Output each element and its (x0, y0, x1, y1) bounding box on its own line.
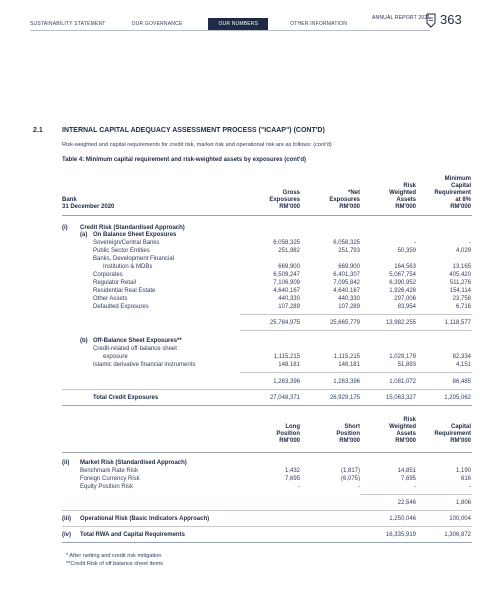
col-net-exposures: *Net Exposures RM'000 (329, 190, 360, 210)
row-label: Regulator Retail (93, 280, 137, 286)
cell-rwa: - (414, 240, 416, 246)
cell-net: 107,289 (338, 304, 360, 310)
cell-net: 6,058,325 (333, 240, 360, 246)
cell-short: (6,075) (340, 476, 360, 482)
total-rwa-title: Total RWA and Capital Requirements (80, 532, 185, 538)
col-risk-weighted-assets: Risk Weighted Assets RM'000 (389, 183, 416, 210)
row-label: Sovereign/Central Banks (93, 240, 160, 246)
cell-min-capital: 511,276 (449, 280, 471, 286)
on-balance-index: (a) (80, 232, 88, 238)
footnote-net: * After netting and credit risk mitigation (66, 553, 162, 559)
row-label: Other Assets (93, 296, 128, 302)
col-minimum-capital: Minimum Capital Requirement at 8% RM'000 (434, 176, 471, 210)
header-divider (30, 30, 430, 31)
table2-bottom-rule (62, 542, 472, 543)
cell-net: 1,115,215 (333, 354, 360, 360)
cell-rwa: 164,563 (394, 264, 416, 270)
subtotal-a-min-capital: 1,118,577 (444, 320, 471, 326)
cell-rwa: 1,926,428 (389, 288, 416, 294)
cell-min-capital: 23,758 (452, 296, 471, 302)
off-balance-index: (b) (80, 338, 88, 344)
row-header-bank: Bank (62, 197, 77, 203)
col-gross-exposures: Gross Exposures RM'000 (269, 190, 300, 210)
cell-gross: 440,330 (278, 296, 300, 302)
nav-sustainability-statement[interactable]: SUSTAINABILITY STATEMENT (30, 21, 106, 27)
cell-capital: 616 (460, 476, 471, 482)
cell-net: 4,640,167 (333, 288, 360, 294)
cell-rwa: 6,390,952 (389, 280, 416, 286)
row-label: Islamic derivative financial instruments (93, 362, 196, 368)
cell-min-capital: 13,165 (452, 264, 471, 270)
market-subtotal-capital: 1,806 (455, 500, 471, 506)
row-label-continued: Institution & MDBs (103, 264, 153, 270)
market-risk-title: Market Risk (Standardised Approach) (80, 460, 187, 466)
cell-min-capital: 4,029 (455, 248, 471, 254)
operational-capital: 100,004 (449, 516, 471, 522)
cell-rwa: 1,029,179 (389, 354, 416, 360)
cell-min-capital: 6,716 (455, 304, 471, 310)
total-rwa-index: (iv) (62, 532, 71, 538)
market-risk-index: (ii) (62, 460, 70, 466)
subtotal-a-rwa: 13,982,255 (385, 320, 416, 326)
footnote-off-balance: **Credit Risk of off balance sheet items (66, 561, 163, 567)
total-top-rule (62, 389, 472, 390)
cell-min-capital: - (469, 240, 471, 246)
cell-min-capital: 405,420 (449, 272, 471, 278)
operational-risk-title: Operational Risk (Basic Indicators Approach) (80, 516, 210, 522)
report-label: ANNUAL REPORT 2021 (372, 15, 431, 21)
total-credit-label: Total Credit Exposures (93, 395, 159, 401)
row-label: Public Sector Entities (93, 248, 150, 254)
total-capital-value: 1,306,872 (444, 532, 471, 538)
total-gross: 27,048,371 (269, 395, 300, 401)
row-label: Foreign Currency Risk (80, 476, 140, 482)
market-subtotal-rule (360, 494, 472, 495)
subtotal-b-net: 1,263,396 (333, 379, 360, 385)
cell-short: - (358, 484, 360, 490)
cell-long: 7,695 (284, 476, 300, 482)
cell-rwa: - (414, 484, 416, 490)
cell-rwa: 5,067,754 (389, 272, 416, 278)
market-bottom-rule (62, 510, 472, 511)
total-min-capital: 1,205,062 (444, 395, 471, 401)
row-label: Banks, Development Financial (93, 256, 175, 262)
row-label: Benchmark Rate Risk (80, 468, 139, 474)
cell-net: 440,330 (338, 296, 360, 302)
total-rwa: 15,063,327 (385, 395, 416, 401)
cell-rwa: 51,893 (397, 362, 416, 368)
table-title: Table 4: Minimum capital requirement and risk-weighted assets by exposures (cont'd) (62, 157, 307, 163)
cell-gross: 4,640,167 (273, 288, 300, 294)
table2-header-rule (62, 452, 472, 453)
top-bar (0, 0, 480, 32)
nav-other-information[interactable]: OTHER INFORMATION (290, 21, 348, 27)
cell-gross: 148,181 (278, 362, 300, 368)
cell-gross: 251,982 (278, 248, 300, 254)
nav-our-governance[interactable]: OUR GOVERNANCE (131, 21, 183, 27)
cell-gross: 6,058,325 (273, 240, 300, 246)
table1-header-rule (62, 215, 472, 216)
cell-long: 1,432 (284, 468, 300, 474)
cell-min-capital: 82,334 (452, 354, 471, 360)
row-label: Residential Real Estate (93, 288, 156, 294)
subtotal-b-min-capital: 86,485 (452, 379, 471, 385)
cell-rwa: 50,359 (397, 248, 416, 254)
col-long-position: Long Position RM'000 (276, 424, 300, 444)
cell-gross: 6,509,247 (273, 272, 300, 278)
nav-our-numbers[interactable]: OUR NUMBERS (208, 18, 268, 30)
operational-rwa: 1,250,046 (389, 516, 416, 522)
operational-risk-index: (iii) (62, 516, 71, 522)
cell-min-capital: 4,151 (455, 362, 471, 368)
total-net: 26,929,175 (329, 395, 360, 401)
cell-rwa: 14,851 (397, 468, 416, 474)
cell-net: 7,095,842 (333, 280, 360, 286)
row-label: Equity Position Risk (80, 484, 134, 490)
cell-net: 6,401,307 (333, 272, 360, 278)
off-balance-sublabel: Credit-related off-balance sheet (93, 346, 177, 352)
row-label: Defaulted Exposures (93, 304, 149, 310)
subtotal-b-rule (240, 372, 472, 373)
off-balance-sublabel-continued: exposure (103, 354, 128, 360)
cell-net: 148,181 (338, 362, 360, 368)
page-marker-icon (425, 13, 437, 29)
credit-risk-title: Credit Risk (Standardised Approach) (80, 225, 185, 231)
section-nav (30, 18, 373, 30)
subtotal-a-net: 25,665,779 (329, 320, 360, 326)
cell-gross: 669,900 (278, 264, 300, 270)
subtotal-a-gross: 25,784,975 (269, 320, 300, 326)
cell-min-capital: 154,114 (449, 288, 471, 294)
cell-net: 251,793 (338, 248, 360, 254)
cell-gross: 107,289 (278, 304, 300, 310)
section-title: INTERNAL CAPITAL ADEQUACY ASSESSMENT PROCESS ("ICAAP") (CONT'D) (62, 127, 325, 134)
row-header-date: 31 December 2020 (62, 204, 115, 210)
cell-rwa: 83,954 (397, 304, 416, 310)
cell-gross: 1,115,215 (273, 354, 300, 360)
cell-long: - (298, 484, 300, 490)
subtotal-b-gross: 1,263,396 (273, 379, 300, 385)
cell-rwa: 7,695 (400, 476, 416, 482)
cell-capital: - (469, 484, 471, 490)
section-number: 2.1 (33, 127, 43, 134)
subtotal-a-bottom-rule (240, 330, 472, 331)
row-label: Corporates (93, 272, 123, 278)
market-subtotal-rwa: 22,546 (397, 500, 416, 506)
subtotal-b-rwa: 1,081,072 (389, 379, 416, 385)
total-bottom-rule (62, 405, 472, 406)
operational-bottom-rule (62, 526, 472, 527)
cell-rwa: 297,006 (394, 296, 416, 302)
on-balance-title: On Balance Sheet Exposures (93, 232, 177, 238)
cell-capital: 1,190 (455, 468, 471, 474)
section-intro: Risk-weighted and capital requirements for credit risk, market risk and operational risk are as follows: (cont'd) (62, 142, 332, 148)
off-balance-title: Off-Balance Sheet Exposures** (93, 338, 182, 344)
total-rwa-value: 16,335,919 (385, 532, 416, 538)
col-risk-weighted-assets-2: Risk Weighted Assets RM'000 (389, 417, 416, 444)
subtotal-a-rule (240, 314, 472, 315)
col-short-position: Short Position RM'000 (336, 424, 360, 444)
credit-risk-index: (i) (62, 225, 68, 231)
cell-gross: 7,106,909 (273, 280, 300, 286)
page-number: 363 (440, 12, 462, 27)
cell-net: 669,900 (338, 264, 360, 270)
col-capital-requirement: Capital Requirement RM'000 (434, 424, 471, 444)
cell-short: (1,817) (340, 468, 360, 474)
